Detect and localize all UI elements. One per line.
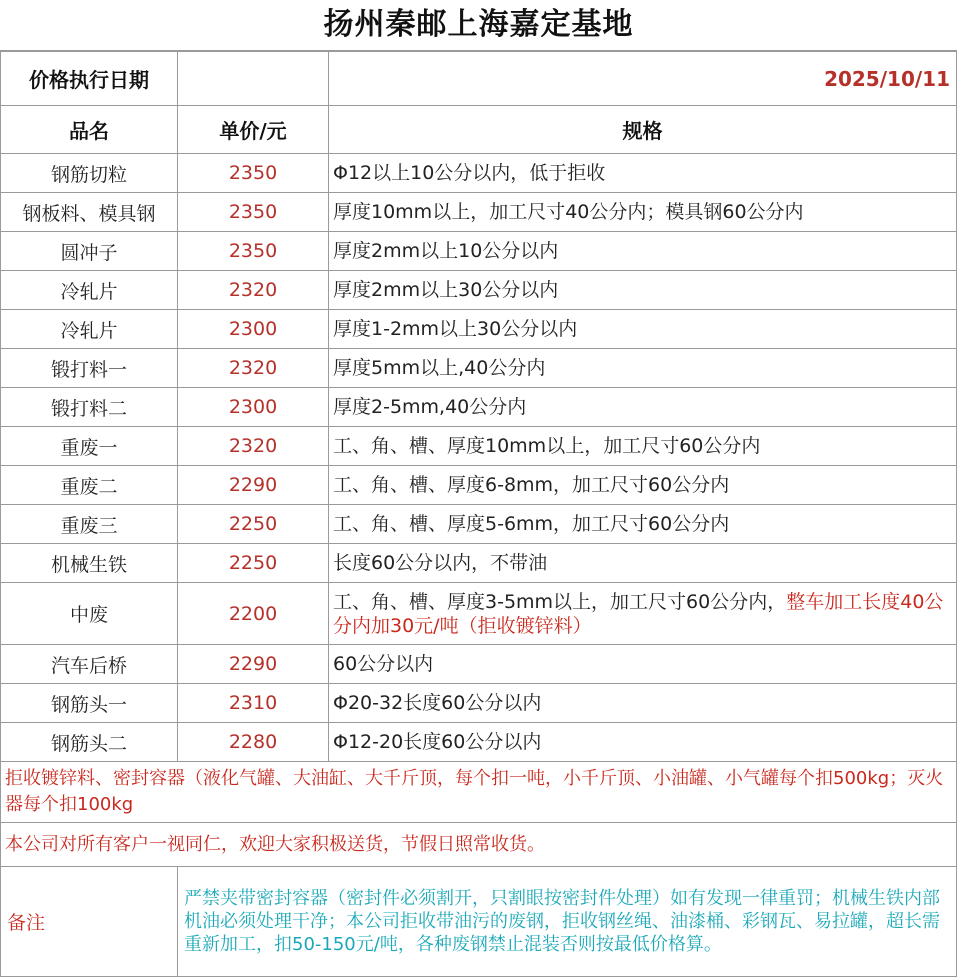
item-spec bbox=[329, 427, 957, 466]
item-spec bbox=[329, 310, 957, 349]
table-row bbox=[1, 583, 957, 645]
item-spec bbox=[329, 505, 957, 544]
table-body bbox=[1, 154, 957, 762]
page-title: 扬州秦邮上海嘉定基地 bbox=[0, 0, 957, 51]
header-spec: 规格 bbox=[329, 106, 957, 154]
item-spec-text: 长度60公分以内，不带油 bbox=[333, 552, 548, 574]
customer-note: 本公司对所有客户一视同仁，欢迎大家积极送货，节假日照常收货。 bbox=[1, 823, 957, 867]
item-price: 2280 bbox=[178, 723, 329, 762]
table-row bbox=[1, 310, 957, 349]
item-spec-text: 工、角、槽、厚度10mm以上，加工尺寸60公分内 bbox=[333, 435, 761, 457]
item-price: 2200 bbox=[178, 583, 329, 645]
item-name: 圆冲子 bbox=[1, 232, 178, 271]
item-spec bbox=[329, 193, 957, 232]
table-row bbox=[1, 645, 957, 684]
item-spec-highlight: 整车加工长度40公分内加30元/吨（拒收镀锌料） bbox=[333, 590, 944, 637]
item-price: 2320 bbox=[178, 427, 329, 466]
item-price: 2300 bbox=[178, 310, 329, 349]
item-spec bbox=[329, 349, 957, 388]
item-spec-text: Φ20-32长度60公分以内 bbox=[333, 692, 542, 714]
table-row bbox=[1, 193, 957, 232]
item-name: 冷轧片 bbox=[1, 310, 178, 349]
item-name: 中废 bbox=[1, 583, 178, 645]
rejection-note: 拒收镀锌料、密封容器（液化气罐、大油缸、大千斤顶，每个扣一吨，小千斤顶、小油罐、小气罐每个扣500kg；灭火器每个扣100kg bbox=[1, 762, 957, 823]
item-spec bbox=[329, 154, 957, 193]
item-spec bbox=[329, 544, 957, 583]
note-row-2 bbox=[1, 823, 957, 867]
item-spec-text: 工、角、槽、厚度5-6mm，加工尺寸60公分内 bbox=[333, 513, 730, 535]
table-row bbox=[1, 232, 957, 271]
header-row bbox=[1, 106, 957, 154]
item-name: 重废一 bbox=[1, 427, 178, 466]
date-row bbox=[1, 52, 957, 106]
item-price: 2300 bbox=[178, 388, 329, 427]
date-value: 2025/10/11 bbox=[329, 52, 957, 106]
header-name: 品名 bbox=[1, 106, 178, 154]
table-row bbox=[1, 466, 957, 505]
item-price: 2350 bbox=[178, 232, 329, 271]
item-name: 钢筋头二 bbox=[1, 723, 178, 762]
item-price: 2290 bbox=[178, 466, 329, 505]
item-spec bbox=[329, 466, 957, 505]
item-spec-text: 工、角、槽、厚度6-8mm，加工尺寸60公分内 bbox=[333, 474, 730, 496]
remark-text: 严禁夹带密封容器（密封件必须割开，只割眼按密封件处理）如有发现一律重罚；机械生铁内部机油必须处理干净；本公司拒收带油污的废钢，拒收钢丝绳、油漆桶、彩钢瓦、易拉罐，超长需重新加工，扣50-150元/吨，各种废钢禁止混装否则按最低价格算。 bbox=[178, 867, 957, 977]
item-spec-text: 60公分以内 bbox=[333, 653, 434, 675]
item-spec bbox=[329, 645, 957, 684]
item-spec-text: 厚度2mm以上10公分以内 bbox=[333, 240, 559, 262]
table-row bbox=[1, 427, 957, 466]
remark-label: 备注 bbox=[1, 867, 178, 977]
item-spec bbox=[329, 583, 957, 645]
item-spec bbox=[329, 388, 957, 427]
item-spec bbox=[329, 232, 957, 271]
item-price: 2320 bbox=[178, 349, 329, 388]
item-spec-text: Φ12-20长度60公分以内 bbox=[333, 731, 542, 753]
table-row bbox=[1, 349, 957, 388]
item-price: 2320 bbox=[178, 271, 329, 310]
item-name: 冷轧片 bbox=[1, 271, 178, 310]
note-row-1 bbox=[1, 762, 957, 823]
item-spec-text: 厚度5mm以上,40公分内 bbox=[333, 357, 546, 379]
table-row bbox=[1, 388, 957, 427]
table-row bbox=[1, 723, 957, 762]
item-name: 钢板料、模具钢 bbox=[1, 193, 178, 232]
item-price: 2290 bbox=[178, 645, 329, 684]
item-price: 2350 bbox=[178, 193, 329, 232]
item-price: 2350 bbox=[178, 154, 329, 193]
remark-row bbox=[1, 867, 957, 977]
price-table bbox=[0, 51, 957, 977]
header-price: 单价/元 bbox=[178, 106, 329, 154]
date-label: 价格执行日期 bbox=[1, 52, 178, 106]
table-row bbox=[1, 271, 957, 310]
item-spec-text: 厚度1-2mm以上30公分以内 bbox=[333, 318, 578, 340]
item-name: 汽车后桥 bbox=[1, 645, 178, 684]
item-name: 钢筋切粒 bbox=[1, 154, 178, 193]
item-spec-text: 厚度10mm以上，加工尺寸40公分内；模具钢60公分内 bbox=[333, 201, 804, 223]
item-name: 重废二 bbox=[1, 466, 178, 505]
item-spec bbox=[329, 723, 957, 762]
item-name: 重废三 bbox=[1, 505, 178, 544]
item-spec bbox=[329, 684, 957, 723]
item-price: 2310 bbox=[178, 684, 329, 723]
item-spec-text: Φ12以上10公分以内，低于拒收 bbox=[333, 162, 606, 184]
table-row bbox=[1, 684, 957, 723]
item-name: 机械生铁 bbox=[1, 544, 178, 583]
item-name: 锻打料二 bbox=[1, 388, 178, 427]
item-price: 2250 bbox=[178, 544, 329, 583]
table-row bbox=[1, 505, 957, 544]
item-name: 锻打料一 bbox=[1, 349, 178, 388]
date-spacer bbox=[178, 52, 329, 106]
item-spec-text: 工、角、槽、厚度3-5mm以上，加工尺寸60公分内， bbox=[333, 590, 787, 613]
item-spec-text: 厚度2mm以上30公分以内 bbox=[333, 279, 559, 301]
table-row bbox=[1, 154, 957, 193]
table-row bbox=[1, 544, 957, 583]
item-spec-text: 厚度2-5mm,40公分内 bbox=[333, 396, 527, 418]
item-name: 钢筋头一 bbox=[1, 684, 178, 723]
item-spec bbox=[329, 271, 957, 310]
item-price: 2250 bbox=[178, 505, 329, 544]
